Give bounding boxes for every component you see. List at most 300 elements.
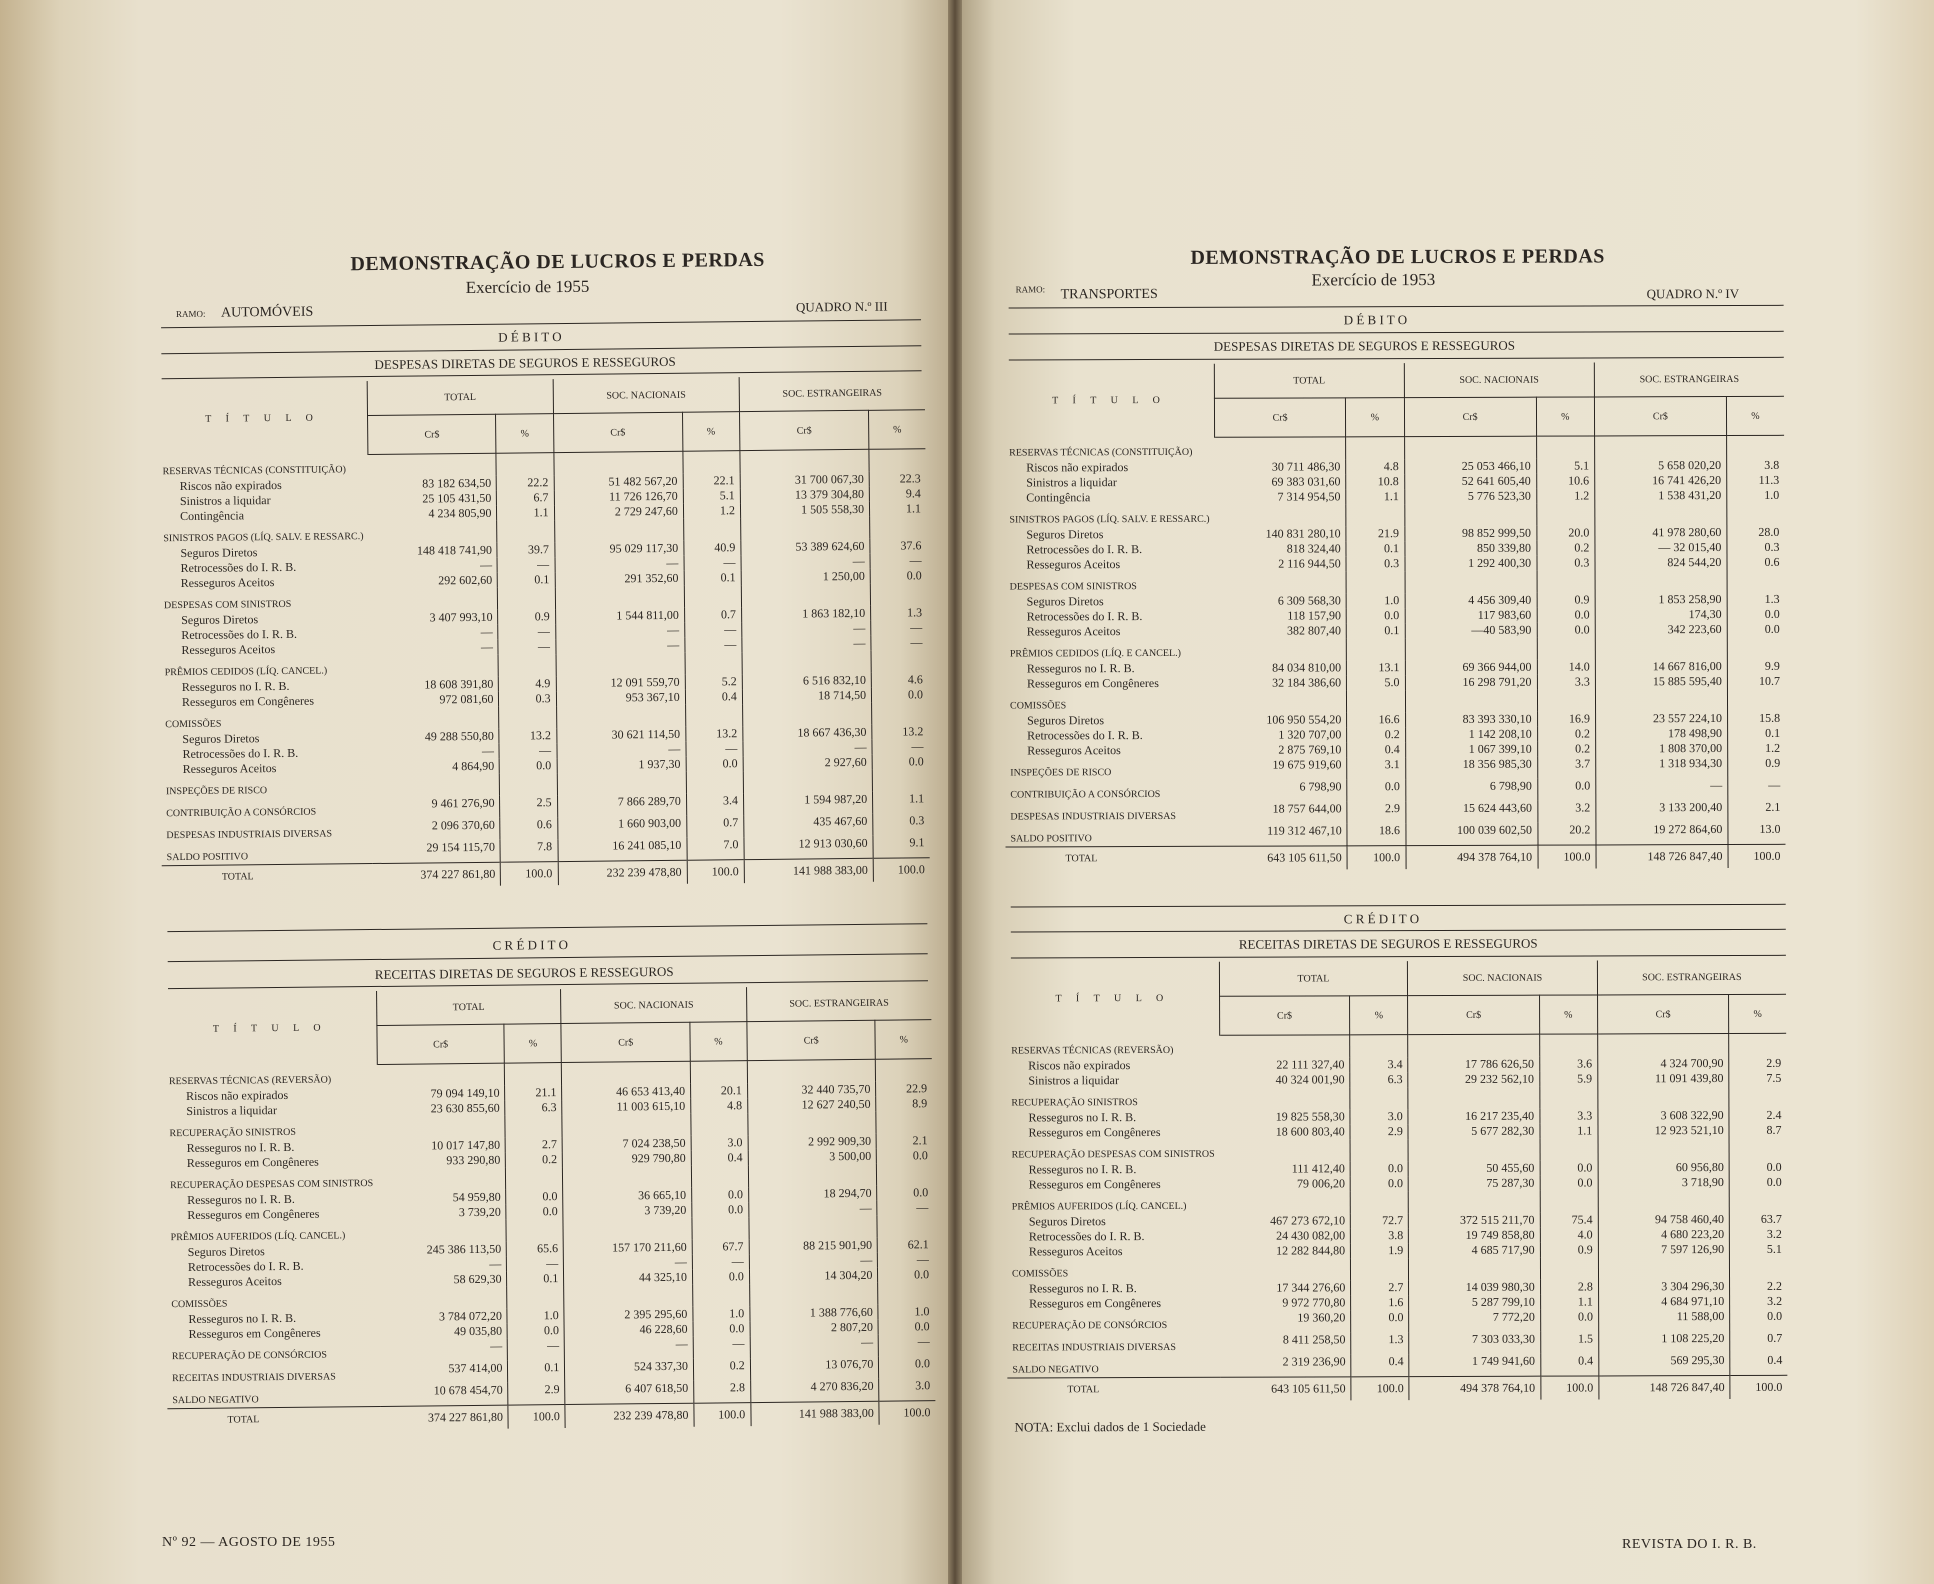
total-value: 9 972 770,80	[1220, 1295, 1351, 1310]
total-value: 972 081,60	[370, 691, 499, 707]
nacionais-pct: 0.7	[686, 815, 743, 838]
left-page-title: DEMONSTRAÇÃO DE LUCROS E PERDAS	[350, 248, 765, 276]
total-pct: 21.9	[1346, 526, 1404, 541]
nacionais-pct	[1540, 1190, 1598, 1212]
nacionais-value	[556, 652, 685, 675]
row-label: TOTAL	[1007, 1377, 1220, 1401]
column-header-currency: Cr$	[747, 1020, 876, 1060]
column-header-nacionais: SOC. NACIONAIS	[553, 377, 740, 413]
nacionais-pct: 1.0	[693, 1306, 750, 1322]
row-label: INSPEÇÕES DE RISCO	[1010, 766, 1112, 779]
nacionais-value: 25 053 466,10	[1404, 458, 1536, 473]
nacionais-value	[563, 1165, 692, 1188]
nacionais-pct: 0.0	[1537, 622, 1595, 637]
row-label: RESERVAS TÉCNICAS (REVERSÃO)	[168, 1073, 332, 1087]
total-pct: 10.8	[1346, 474, 1404, 489]
estrangeiras-value: 1 388 776,60	[750, 1304, 879, 1320]
row-label: Seguros Diretos	[1026, 593, 1104, 608]
right-page-subtitle: Exercício de 1953	[1311, 270, 1436, 290]
estrangeiras-pct: —	[916, 1199, 929, 1214]
estrangeiras-value: 88 215 901,90	[749, 1237, 878, 1253]
nacionais-pct: 3.4	[686, 793, 743, 816]
group-row	[1007, 1352, 1787, 1377]
total-value: 22 111 327,40	[1219, 1057, 1350, 1072]
total-value: 6 309 568,30	[1215, 593, 1346, 608]
estrangeiras-pct: 1.1	[908, 790, 925, 805]
total-value: 106 950 554,20	[1216, 712, 1347, 727]
nacionais-value	[1404, 436, 1536, 458]
nacionais-pct: 0.0	[692, 1269, 749, 1285]
estrangeiras-value: 4 324 700,90	[1598, 1055, 1729, 1070]
total-value	[1215, 571, 1346, 593]
nacionais-pct	[1536, 503, 1594, 525]
nacionais-value: —40 583,90	[1405, 622, 1537, 637]
total-pct: 0.1	[498, 572, 555, 588]
row-label: DESPESAS COM SINISTROS	[163, 598, 292, 611]
row-label: DESPESAS INDUSTRIAIS DIVERSAS	[1010, 810, 1177, 823]
total-value: 49 035,80	[380, 1323, 508, 1339]
nacionais-value: 75 287,30	[1408, 1175, 1539, 1190]
column-header-total: TOTAL	[1214, 363, 1404, 398]
total-pct: 100.0	[501, 861, 558, 885]
estrangeiras-pct: 100.0	[1728, 844, 1786, 868]
estrangeiras-value: 4 270 836,20	[750, 1378, 879, 1402]
estrangeiras-value: 4 680 223,20	[1598, 1226, 1729, 1241]
row-label: RESERVAS TÉCNICAS (CONSTITUIÇÃO)	[162, 463, 346, 477]
estrangeiras-pct: 1.3	[1764, 591, 1780, 606]
nacionais-value: 372 515 211,70	[1409, 1212, 1540, 1227]
estrangeiras-value: 2 927,60	[743, 754, 872, 770]
nacionais-value: 5 677 282,30	[1408, 1123, 1539, 1138]
total-value: 933 290,80	[378, 1152, 506, 1168]
nacionais-pct: 3.6	[1539, 1056, 1597, 1071]
row-label: Resseguros em Congêneres	[1028, 1124, 1161, 1139]
total-pct: 3.0	[1350, 1109, 1408, 1124]
estrangeiras-value	[748, 1111, 877, 1134]
total-value: 4 234 805,90	[368, 505, 497, 521]
nacionais-pct: 20.1	[690, 1083, 747, 1099]
right-credit-subheader: RECEITAS DIRETAS DE SEGUROS E RESSEGUROS	[1238, 935, 1538, 952]
left-credit-header: C R É D I T O	[492, 936, 569, 953]
nacionais-value	[1404, 503, 1536, 525]
row-label: SINISTROS PAGOS (LÍQ. SALV. E RESSARC.)	[1009, 513, 1210, 526]
total-pct: 0.0	[508, 1323, 565, 1339]
total-value	[1220, 1191, 1351, 1213]
group-row	[1005, 821, 1785, 846]
nacionais-value: 12 091 559,70	[556, 674, 685, 690]
right-debit-header: D É B I T O	[1343, 312, 1408, 328]
estrangeiras-value: 435 467,60	[744, 813, 873, 836]
estrangeiras-pct	[869, 449, 926, 472]
nacionais-pct: 0.0	[1537, 607, 1595, 622]
total-pct: 0.0	[1350, 1161, 1408, 1176]
total-value: 12 282 844,80	[1220, 1243, 1351, 1258]
estrangeiras-value: 174,30	[1595, 606, 1727, 621]
column-header-titulo: T Í T U L O	[1004, 364, 1215, 438]
column-header-nacionais: SOC. NACIONAIS	[561, 987, 747, 1023]
nacionais-pct: 3.0	[691, 1135, 748, 1151]
estrangeiras-pct: —	[910, 619, 923, 634]
estrangeiras-pct: 22.3	[899, 470, 921, 485]
column-header-total: TOTAL	[1219, 961, 1408, 996]
total-value: 382 807,40	[1215, 623, 1346, 638]
column-header-currency: Cr$	[1597, 994, 1729, 1033]
estrangeiras-pct	[1730, 1256, 1787, 1278]
row-label: Retrocessões do I. R. B.	[1026, 541, 1143, 556]
estrangeiras-pct: 0.0	[912, 1147, 928, 1162]
estrangeiras-pct	[1727, 636, 1785, 658]
row-label: Resseguros em Congêneres	[1028, 1176, 1161, 1191]
column-header-currency: Cr$	[553, 412, 683, 452]
group-row	[1005, 688, 1785, 713]
total-value	[377, 1063, 505, 1086]
row-label: Resseguros em Congêneres	[1026, 675, 1159, 690]
nacionais-value: 18 356 985,30	[1405, 756, 1537, 778]
row-label: DESPESAS INDUSTRIAIS DIVERSAS	[166, 827, 333, 841]
estrangeiras-value: 342 223,60	[1595, 621, 1727, 636]
estrangeiras-value: 3 608 322,90	[1598, 1107, 1729, 1122]
left-credit-table	[163, 985, 936, 1432]
right-ramo: TRANSPORTES	[1060, 286, 1158, 303]
row-label: Seguros Diretos	[1028, 1213, 1106, 1228]
nacionais-pct: —	[684, 622, 741, 638]
nacionais-value	[1408, 1034, 1539, 1056]
estrangeiras-value: 18 714,50	[742, 687, 871, 703]
total-value	[369, 587, 498, 610]
nacionais-value: 1 292 400,30	[1405, 555, 1537, 570]
group-row	[1005, 755, 1785, 780]
estrangeiras-value: 1 863 182,10	[741, 605, 870, 621]
total-value	[370, 654, 499, 677]
total-pct: 0.3	[499, 691, 556, 707]
nacionais-pct: 5.9	[1540, 1071, 1598, 1086]
nacionais-pct: 100.0	[1538, 844, 1596, 868]
nacionais-pct: —	[684, 555, 741, 571]
nacionais-value	[1405, 637, 1537, 659]
nacionais-pct: 0.4	[1540, 1353, 1598, 1376]
estrangeiras-value: —	[742, 620, 871, 636]
total-pct: —	[508, 1338, 565, 1361]
row-label: Riscos não expirados	[1026, 459, 1129, 474]
estrangeiras-pct: 22.9	[906, 1080, 928, 1095]
total-pct: 100.0	[1351, 1376, 1409, 1400]
row-label: Resseguros Aceitos	[1028, 1243, 1123, 1258]
nacionais-pct	[1537, 637, 1595, 659]
estrangeiras-pct: 9.9	[1764, 658, 1780, 673]
nacionais-value	[562, 1061, 691, 1084]
total-pct: 65.6	[507, 1241, 564, 1257]
total-value	[368, 453, 497, 476]
total-pct	[496, 453, 553, 476]
total-pct: 0.3	[1346, 556, 1404, 571]
row-label: Retrocessões do I. R. B.	[1027, 727, 1143, 742]
estrangeiras-value	[1597, 1033, 1728, 1055]
nacionais-value: 19 749 858,80	[1409, 1227, 1540, 1242]
estrangeiras-value: 41 978 280,60	[1595, 524, 1727, 539]
nacionais-pct: 0.4	[691, 1150, 748, 1166]
estrangeiras-value: 1 318 934,30	[1596, 755, 1728, 777]
estrangeiras-pct: 9.4	[905, 485, 921, 500]
estrangeiras-pct: 2.2	[1767, 1278, 1783, 1293]
total-value	[1215, 638, 1346, 660]
nacionais-value	[563, 1217, 692, 1240]
column-header-pct: %	[869, 410, 926, 450]
estrangeiras-pct: 1.0	[1764, 487, 1780, 502]
estrangeiras-value: 19 272 864,60	[1596, 821, 1728, 844]
estrangeiras-pct: —	[911, 738, 924, 753]
row-label: Retrocessões do I. R. B.	[1026, 608, 1143, 623]
right-debit-table	[1004, 362, 1786, 870]
nacionais-pct: 14.0	[1537, 659, 1595, 674]
column-header-nacionais: SOC. NACIONAIS	[1404, 362, 1594, 397]
group-row	[1005, 636, 1785, 661]
nacionais-value: 14 039 980,30	[1409, 1279, 1540, 1294]
estrangeiras-value: —	[743, 739, 872, 755]
estrangeiras-pct: 10.7	[1758, 673, 1780, 688]
nacionais-pct: 2.8	[1540, 1279, 1598, 1294]
nacionais-value	[1409, 1190, 1540, 1212]
nacionais-pct: 40.9	[684, 540, 741, 556]
estrangeiras-value	[742, 702, 871, 725]
estrangeiras-pct: 9.1	[909, 834, 925, 849]
right-page-title: DEMONSTRAÇÃO DE LUCROS E PERDAS	[1190, 245, 1605, 269]
total-value: 84 034 810,00	[1215, 660, 1346, 675]
total-value: 2 116 944,50	[1215, 556, 1346, 571]
nacionais-value: 11 726 126,70	[554, 488, 683, 504]
total-value: 19 825 558,30	[1220, 1109, 1351, 1124]
row-label: TOTAL	[1006, 846, 1217, 870]
total-pct: 0.0	[1347, 779, 1405, 801]
total-value: 2 096 370,60	[372, 817, 501, 840]
column-header-pct: %	[1536, 397, 1594, 436]
total-pct: 4.8	[1346, 459, 1404, 474]
estrangeiras-value: 23 557 224,10	[1595, 710, 1727, 725]
nacionais-pct	[683, 451, 740, 474]
estrangeiras-value	[747, 1059, 876, 1082]
estrangeiras-value: —	[750, 1334, 879, 1357]
estrangeiras-pct: 0.0	[914, 1355, 931, 1370]
row-label: COMISSÕES	[1011, 1267, 1069, 1279]
total-value	[1215, 437, 1346, 459]
nacionais-value: 46 228,60	[564, 1321, 693, 1337]
estrangeiras-value: 15 885 595,40	[1595, 673, 1727, 688]
nacionais-value: 16 217 235,40	[1408, 1108, 1539, 1123]
nacionais-value: 4 685 717,90	[1409, 1242, 1540, 1257]
estrangeiras-pct: 1.0	[914, 1303, 930, 1318]
estrangeiras-pct	[878, 1282, 934, 1305]
estrangeiras-pct	[1729, 1033, 1786, 1055]
group-row	[1007, 1137, 1787, 1162]
nacionais-value: 95 029 117,30	[554, 540, 683, 556]
estrangeiras-value: 3 500,00	[748, 1148, 877, 1164]
estrangeiras-pct: 0.4	[1767, 1352, 1783, 1367]
nacionais-pct: 100.0	[687, 859, 744, 883]
row-label: Resseguros no I. R. B.	[1028, 1161, 1137, 1176]
total-pct: 1.1	[1346, 489, 1404, 504]
total-value: 18 757 644,00	[1216, 801, 1347, 823]
row-label: Sinistros a liquidar	[179, 492, 271, 508]
total-value	[371, 773, 500, 796]
column-header-currency: Cr$	[377, 1024, 505, 1064]
nacionais-value	[564, 1284, 693, 1307]
estrangeiras-pct: 0.3	[909, 812, 925, 827]
estrangeiras-value: 1 250,00	[741, 568, 870, 584]
total-pct	[505, 1115, 562, 1138]
estrangeiras-pct: 8.9	[912, 1095, 928, 1110]
nacionais-value: 83 393 330,10	[1405, 711, 1537, 726]
nacionais-value: 17 786 626,50	[1408, 1056, 1539, 1071]
total-pct: 1.1	[497, 505, 554, 521]
column-header-pct: %	[1729, 994, 1786, 1033]
estrangeiras-pct: 62.1	[907, 1236, 929, 1251]
total-pct: 6.3	[1350, 1072, 1408, 1087]
estrangeiras-pct	[1727, 688, 1785, 710]
estrangeiras-pct: 0.0	[908, 753, 924, 768]
estrangeiras-value	[748, 1163, 877, 1186]
total-pct: 0.0	[506, 1189, 563, 1205]
nacionais-pct: 1.1	[1540, 1123, 1598, 1138]
estrangeiras-pct: 0.0	[913, 1266, 930, 1281]
estrangeiras-pct	[876, 1111, 932, 1134]
total-pct	[1346, 504, 1404, 526]
nacionais-value: 52 641 605,40	[1404, 473, 1536, 488]
row-label: RECEITAS INDUSTRIAIS DIVERSAS	[1012, 1341, 1176, 1353]
column-header-pct: %	[1539, 995, 1597, 1034]
nacionais-pct: 0.4	[685, 689, 742, 705]
estrangeiras-value	[1598, 1256, 1729, 1278]
nacionais-value: 5 287 799,10	[1409, 1294, 1540, 1309]
total-value: 292 602,60	[369, 572, 498, 588]
row-label: Resseguros Aceitos	[181, 641, 276, 657]
estrangeiras-pct: 37.6	[900, 537, 922, 552]
nacionais-pct: 0.2	[1537, 540, 1595, 555]
estrangeiras-value: 12 627 240,50	[747, 1096, 876, 1112]
column-header-currency: Cr$	[1594, 396, 1726, 435]
total-value: 3 739,20	[378, 1204, 506, 1220]
total-value: 40 324 001,90	[1219, 1072, 1350, 1087]
row-label: Sinistros a liquidar	[1028, 1072, 1120, 1087]
row-label: COMISSÕES	[165, 718, 222, 730]
column-header-pct: %	[1726, 396, 1784, 435]
estrangeiras-pct	[1729, 1189, 1786, 1211]
right-credit-table	[1006, 960, 1788, 1401]
row-label: Retrocessões do I. R. B.	[1028, 1228, 1145, 1243]
estrangeiras-pct: —	[910, 634, 923, 649]
estrangeiras-value	[1594, 435, 1726, 457]
row-label: Resseguros no I. R. B.	[181, 678, 290, 694]
total-value: 643 105 611,50	[1220, 1376, 1351, 1400]
estrangeiras-value: 824 544,20	[1595, 554, 1727, 569]
row-label: Seguros Diretos	[181, 611, 259, 627]
estrangeiras-pct: 0.6	[1764, 554, 1780, 569]
nacionais-pct: 16.9	[1537, 711, 1595, 726]
row-label: Riscos não expirados	[186, 1087, 289, 1103]
total-pct: 39.7	[497, 542, 554, 558]
row-label: Resseguros no I. R. B.	[186, 1139, 295, 1155]
total-value	[377, 1115, 505, 1138]
total-value: 79 094 149,10	[377, 1085, 505, 1101]
estrangeiras-value	[749, 1215, 878, 1238]
estrangeiras-value: 148 726 847,40	[1596, 844, 1728, 868]
estrangeiras-value	[743, 769, 872, 792]
nacionais-value	[562, 1113, 691, 1136]
estrangeiras-pct: 1.1	[905, 500, 922, 515]
left-footer: Nº 92 — AGOSTO DE 1955	[162, 1535, 336, 1550]
total-value: 9 461 276,90	[372, 795, 501, 818]
nacionais-pct: 4.8	[691, 1098, 748, 1114]
total-pct: 22.2	[497, 475, 554, 491]
estrangeiras-pct: 5.1	[1766, 1241, 1782, 1256]
nacionais-value: —	[555, 555, 684, 571]
row-label: SALDO POSITIVO	[166, 850, 249, 863]
nacionais-value	[1408, 1138, 1539, 1160]
nacionais-pct	[690, 1061, 747, 1084]
row-label: CONTRIBUIÇÃO A CONSÓRCIOS	[166, 806, 317, 819]
nacionais-value	[555, 585, 684, 608]
estrangeiras-value: 1 108 225,20	[1598, 1330, 1729, 1352]
estrangeiras-value	[1598, 1085, 1729, 1107]
total-value: 18 600 803,40	[1220, 1124, 1351, 1139]
row-label: COMISSÕES	[1009, 699, 1067, 712]
total-pct: 2.7	[1351, 1280, 1409, 1295]
row-label: SALDO POSITIVO	[1010, 832, 1092, 845]
group-row	[1007, 1330, 1787, 1355]
nacionais-value: 1 067 399,10	[1405, 741, 1537, 756]
total-pct: 16.6	[1347, 712, 1405, 727]
nacionais-value: 7 772,20	[1409, 1309, 1540, 1331]
estrangeiras-value: 14 667 816,00	[1595, 658, 1727, 673]
column-header-total: TOTAL	[367, 379, 553, 415]
nacionais-value: —	[555, 622, 684, 638]
nacionais-value: 16 241 085,10	[558, 837, 687, 861]
nacionais-pct: 0.0	[693, 1321, 750, 1337]
estrangeiras-value	[1595, 636, 1727, 658]
nacionais-pct	[691, 1165, 748, 1188]
nacionais-pct: 0.0	[1540, 1160, 1598, 1175]
estrangeiras-value: 31 700 067,30	[740, 471, 869, 487]
left-debit-subheader: DESPESAS DIRETAS DE SEGUROS E RESSEGUROS	[374, 353, 676, 372]
book-spine	[948, 0, 962, 1584]
estrangeiras-value: 3 304 296,30	[1598, 1278, 1729, 1293]
nacionais-pct: 20.2	[1537, 822, 1595, 845]
estrangeiras-value: 1 505 558,30	[740, 501, 869, 517]
column-header-currency: Cr$	[1214, 398, 1345, 437]
row-label: Resseguros no I. R. B.	[1026, 660, 1135, 675]
row-label: RECUPERAÇÃO DE CONSÓRCIOS	[1012, 1319, 1168, 1331]
nacionais-pct: 0.0	[1537, 778, 1595, 800]
nacionais-pct: 0.9	[1540, 1242, 1598, 1257]
total-pct: 0.6	[500, 817, 557, 840]
total-pct: 1.0	[1346, 593, 1404, 608]
column-header-currency: Cr$	[561, 1022, 690, 1062]
nacionais-pct: 100.0	[1541, 1375, 1599, 1399]
estrangeiras-pct: 0.0	[906, 567, 922, 582]
nacionais-value: 494 378 764,10	[1409, 1376, 1540, 1400]
nacionais-pct: 20.0	[1536, 525, 1594, 540]
nacionais-value: 929 790,80	[563, 1150, 692, 1166]
total-pct: 0.0	[1346, 608, 1404, 623]
nacionais-value: 232 239 478,80	[565, 1403, 694, 1428]
total-value: 111 412,40	[1220, 1161, 1351, 1176]
left-quadro: QUADRO N.º III	[795, 298, 888, 315]
nacionais-value: 11 003 615,10	[562, 1098, 691, 1114]
row-label: Seguros Diretos	[187, 1243, 265, 1259]
total-value: 818 324,40	[1215, 541, 1346, 556]
estrangeiras-value: 569 295,30	[1599, 1352, 1730, 1375]
row-label: Resseguros Aceitos	[182, 760, 277, 776]
column-header-pct: %	[682, 412, 739, 452]
estrangeiras-pct: 2.4	[1766, 1107, 1782, 1122]
